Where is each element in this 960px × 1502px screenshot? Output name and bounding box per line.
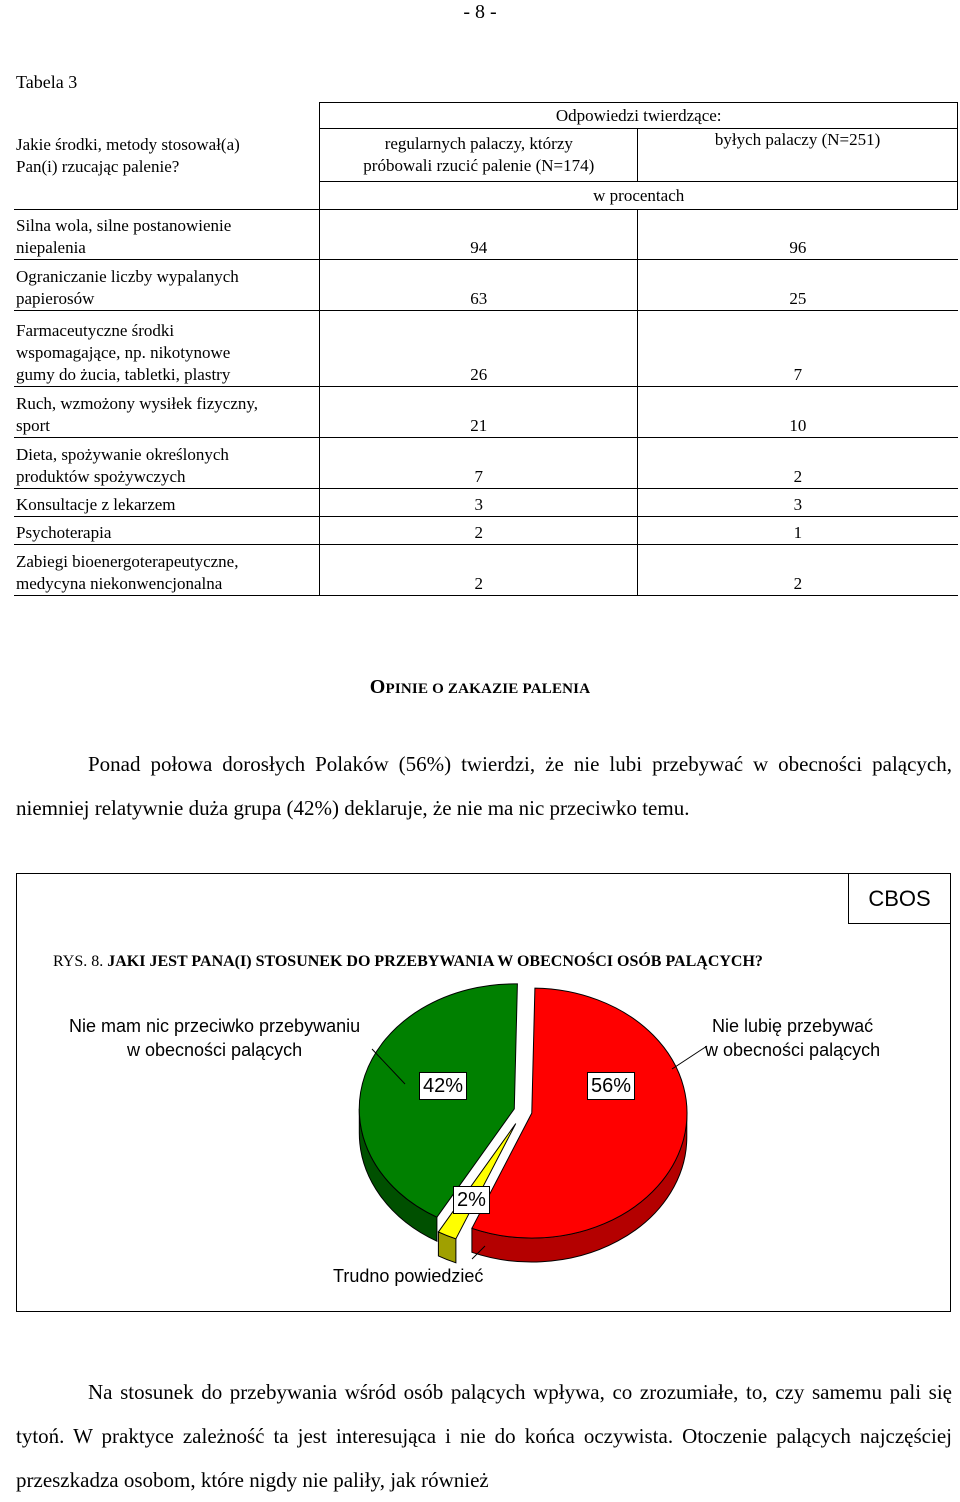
col1-header-line: regularnych palaczy, którzy: [384, 134, 573, 153]
section-heading: [0, 676, 960, 699]
value-regular-smokers: 21: [320, 387, 638, 438]
pie-chart: [17, 874, 950, 1311]
row-label: [14, 438, 320, 489]
unit-cell: w procentach: [320, 182, 958, 210]
value-former-smokers: 2: [638, 545, 958, 596]
row-label-line: sport: [16, 416, 50, 435]
label-line: Nie mam nic przeciwko przebywaniu: [69, 1016, 361, 1036]
table-title: Tabela 3: [16, 72, 78, 92]
source-box: CBOS: [848, 874, 950, 924]
col1-header: [320, 129, 638, 182]
row-label: [14, 545, 320, 596]
value-former-smokers: 3: [638, 489, 958, 517]
table-row: [14, 438, 958, 489]
value-former-smokers: 2: [638, 438, 958, 489]
row-label: [14, 517, 320, 545]
row-label-line: Ruch, wzmożony wysiłek fizyczny,: [16, 394, 259, 413]
value-former-smokers: 25: [638, 260, 958, 311]
label-line: w obecności palących: [127, 1040, 303, 1060]
label-hard-to-say: Trudno powiedzieć: [333, 1266, 484, 1286]
row-label-line: Konsultacje z lekarzem: [16, 495, 176, 514]
data-label-yellow: 2%: [453, 1186, 490, 1214]
page-number: - 8 -: [463, 1, 497, 23]
row-label-line: papierosów: [16, 289, 95, 308]
table-row: [14, 311, 958, 387]
table-row: [14, 545, 958, 596]
question-line: Jakie środki, metody stosował(a): [16, 134, 240, 154]
question-line: Pan(i) rzucając palenie?: [16, 156, 180, 176]
row-label-line: Farmaceutyczne środki: [16, 321, 175, 340]
caption-prefix: RYS. 8.: [53, 953, 104, 970]
heading-initial: O: [369, 676, 386, 698]
row-label-line: Psychoterapia: [16, 523, 112, 542]
caption-text: JAKI JEST PANA(I) STOSUNEK DO PRZEBYWANIA W OBECNOŚCI OSÓB PALĄCYCH?: [107, 953, 763, 970]
table-row: [14, 489, 958, 517]
header-group: Odpowiedzi twierdzące:: [320, 103, 958, 129]
row-label: [14, 210, 320, 260]
row-label-line: Ograniczanie liczby wypalanych: [16, 267, 239, 286]
heading-rest: PINIE O ZAKAZIE PALENIA: [385, 681, 591, 697]
col2-header: byłych palaczy (N=251): [638, 129, 958, 182]
data-label-green: 42%: [419, 1072, 467, 1100]
label-no-objection: [69, 1014, 360, 1062]
table-row: [14, 210, 958, 260]
value-former-smokers: 1: [638, 517, 958, 545]
row-label-line: produktów spożywczych: [16, 467, 186, 486]
row-label: [14, 387, 320, 438]
value-regular-smokers: 2: [320, 517, 638, 545]
table-row: [14, 517, 958, 545]
row-label-line: Zabiegi bioenergoterapeutyczne,: [16, 552, 239, 571]
table-row: [14, 260, 958, 311]
value-regular-smokers: 63: [320, 260, 638, 311]
value-former-smokers: 96: [638, 210, 958, 260]
row-label-line: wspomagające, np. nikotynowe: [16, 343, 231, 362]
question-cell: [14, 103, 320, 210]
figure-box: [16, 873, 951, 1312]
col1-header-line: próbowali rzucić palenie (N=174): [363, 156, 595, 175]
value-regular-smokers: 2: [320, 545, 638, 596]
row-label: [14, 260, 320, 311]
row-label-line: niepalenia: [16, 238, 86, 257]
value-regular-smokers: 7: [320, 438, 638, 489]
row-label: [14, 311, 320, 387]
label-line: w obecności palących: [705, 1040, 881, 1060]
value-former-smokers: 10: [638, 387, 958, 438]
paragraph-opinions: Ponad połowa dorosłych Polaków (56%) twierdzi, że nie lubi przebywać w obecności palących, niemniej relatywnie duża grupa (42%) deklaruje, że nie ma nic przeciwko temu.: [16, 752, 952, 820]
results-table: [14, 102, 958, 596]
label-line: Nie lubię przebywać: [712, 1016, 874, 1036]
value-regular-smokers: 94: [320, 210, 638, 260]
label-dislike: [705, 1014, 880, 1062]
row-label: [14, 489, 320, 517]
row-label-line: medycyna niekonwencjonalna: [16, 574, 223, 593]
row-label-line: Silna wola, silne postanowienie: [16, 216, 232, 235]
row-label-line: gumy do żucia, tabletki, plastry: [16, 365, 231, 384]
value-regular-smokers: 3: [320, 489, 638, 517]
paragraph-smoking-status: Na stosunek do przebywania wśród osób palących wpływa, co zrozumiałe, to, czy samemu pali się tytoń. W praktyce zależność ta jest interesująca i nie do końca oczywista. Otoczenie palących najczęściej przeszkadza osobom, które nigdy nie paliły, jak również: [16, 1380, 952, 1492]
value-regular-smokers: 26: [320, 311, 638, 387]
value-former-smokers: 7: [638, 311, 958, 387]
leader-line-red: [672, 1046, 707, 1069]
table-row: [14, 387, 958, 438]
row-label-line: Dieta, spożywanie określonych: [16, 445, 229, 464]
data-label-red: 56%: [587, 1072, 635, 1100]
